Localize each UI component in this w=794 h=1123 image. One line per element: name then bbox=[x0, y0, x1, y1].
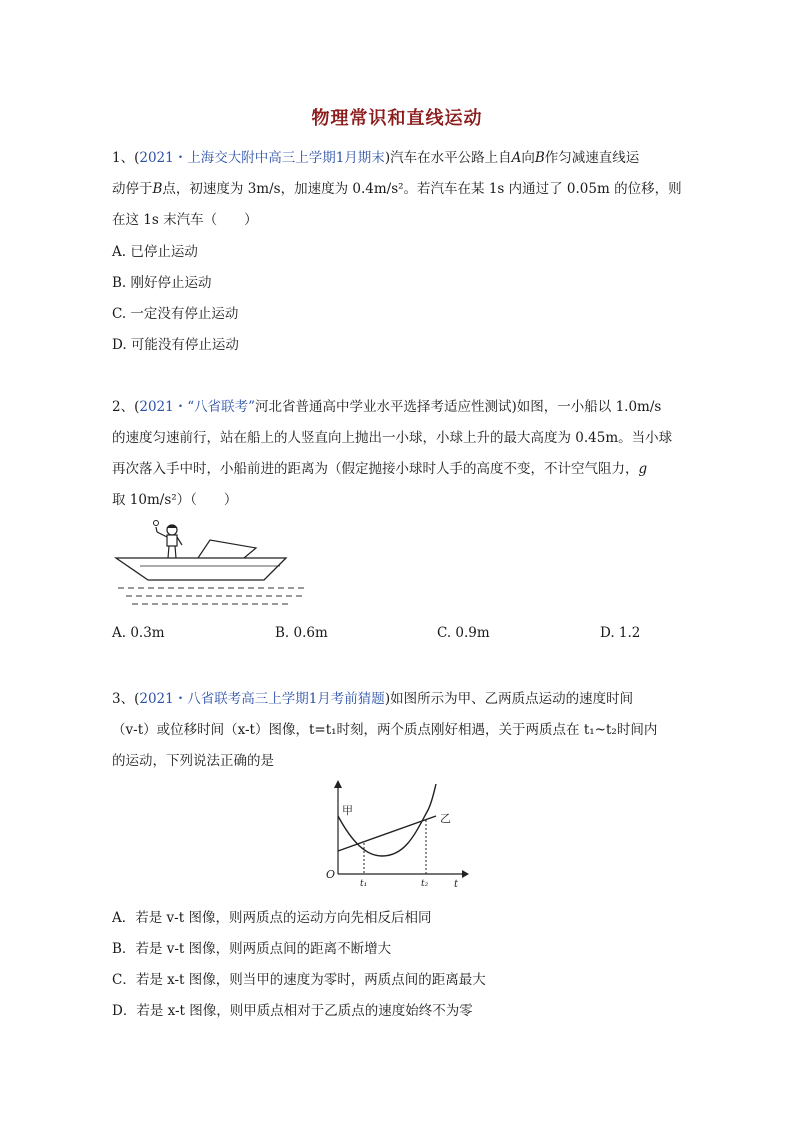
q1-line-3: 在这 1s 末汽车（ ） bbox=[112, 212, 258, 228]
q2-line-1 bbox=[112, 395, 661, 415]
label-t2: t₂ bbox=[421, 879, 429, 889]
q3-option-a: A．若是 v-t 图像，则两质点的运动方向先相反后相同 bbox=[112, 910, 432, 926]
q2-text: 河北省普通高中学业水平选择考适应性测试)如图，一小船以 1.0m/s bbox=[255, 399, 662, 415]
label-t: t bbox=[454, 879, 459, 890]
q1-point-b: B bbox=[152, 181, 163, 197]
label-jia: 甲 bbox=[342, 804, 353, 817]
q3-number: 3、( bbox=[112, 691, 140, 707]
page-title: 物理常识和直线运动 bbox=[311, 108, 483, 129]
ball-icon bbox=[154, 521, 159, 526]
q1-option-d: D. 可能没有停止运动 bbox=[112, 337, 239, 353]
q1-text: 作匀减速直线运 bbox=[544, 150, 640, 166]
q2-option-d: D. 1.2 bbox=[600, 625, 641, 641]
q1-source: 2021・上海交大附中高三上学期1月期末 bbox=[139, 150, 385, 166]
q1-option-b: B. 刚好停止运动 bbox=[112, 275, 212, 291]
q2-line-2: 的速度匀速前行，站在船上的人竖直向上抛出一小球，小球上升的最大高度为 0.45m。当小球 bbox=[112, 430, 673, 446]
q1-option-c: C. 一定没有停止运动 bbox=[112, 306, 239, 322]
q2-source: “八省联考” bbox=[187, 399, 256, 415]
label-t1: t₁ bbox=[360, 879, 368, 889]
q2-number: 2、( bbox=[112, 399, 140, 415]
q3-option-b: B．若是 v-t 图像，则两质点间的距离不断增大 bbox=[112, 941, 392, 957]
q2-option-a: A. 0.3m bbox=[112, 625, 165, 641]
q1-text: )汽车在水平公路上自 bbox=[384, 150, 512, 166]
water-lines bbox=[118, 588, 308, 604]
boat-hull bbox=[116, 558, 286, 580]
q3-line-3: 的运动，下列说法正确的是 bbox=[112, 753, 274, 769]
q3-option-c: C．若是 x-t 图像，则当甲的速度为零时，两质点间的距离最大 bbox=[112, 972, 486, 988]
q3-line-1 bbox=[112, 687, 633, 707]
motion-graph bbox=[320, 780, 470, 890]
q1-option-a: A. 已停止运动 bbox=[112, 244, 198, 260]
q1-point-b: B bbox=[534, 150, 545, 166]
q1-text: 向 bbox=[521, 150, 535, 166]
q2-option-c: C. 0.9m bbox=[437, 625, 490, 641]
q1-line-2 bbox=[112, 177, 682, 197]
q3-option-d: D．若是 x-t 图像，则甲质点相对于乙质点的速度始终不为零 bbox=[112, 1003, 473, 1019]
q1-line-1 bbox=[112, 146, 639, 166]
q1-text: 点，初速度为 3m/s，加速度为 0.4m/s²。若汽车在某 1s 内通过了 0.05m 的位移，则 bbox=[162, 181, 682, 197]
q2-g: g bbox=[638, 461, 648, 477]
boat-figure bbox=[112, 518, 312, 610]
q2-text: 再次落入手中时，小船前进的距离为（假定抛接小球时人手的高度不变，不计空气阻力， bbox=[112, 461, 639, 477]
q1-text: 动停于 bbox=[112, 181, 153, 197]
boat-cabin bbox=[198, 540, 256, 558]
vertical-axis-arrow bbox=[334, 780, 342, 788]
q3-source: 2021・八省联考高三上学期1月考前猜题 bbox=[139, 691, 385, 707]
label-yi: 乙 bbox=[440, 812, 451, 825]
q2-option-b: B. 0.6m bbox=[275, 625, 328, 641]
q2-year: 2021・ bbox=[139, 399, 188, 415]
t-axis-arrow bbox=[462, 870, 469, 878]
q3-text: )如图所示为甲、乙两质点运动的速度时间 bbox=[384, 691, 634, 707]
q3-line-2: （v-t）或位移时间（x-t）图像，t=t₁时刻，两个质点刚好相遇，关于两质点在 t₁~t₂时间内 bbox=[112, 722, 658, 738]
q1-number: 1、( bbox=[112, 150, 140, 166]
q1-point-a: A bbox=[511, 150, 522, 166]
q2-line-3 bbox=[112, 457, 647, 477]
q2-line-4: 取 10m/s²）（ ） bbox=[112, 492, 238, 508]
label-origin: O bbox=[326, 868, 336, 881]
person-icon bbox=[156, 525, 182, 558]
